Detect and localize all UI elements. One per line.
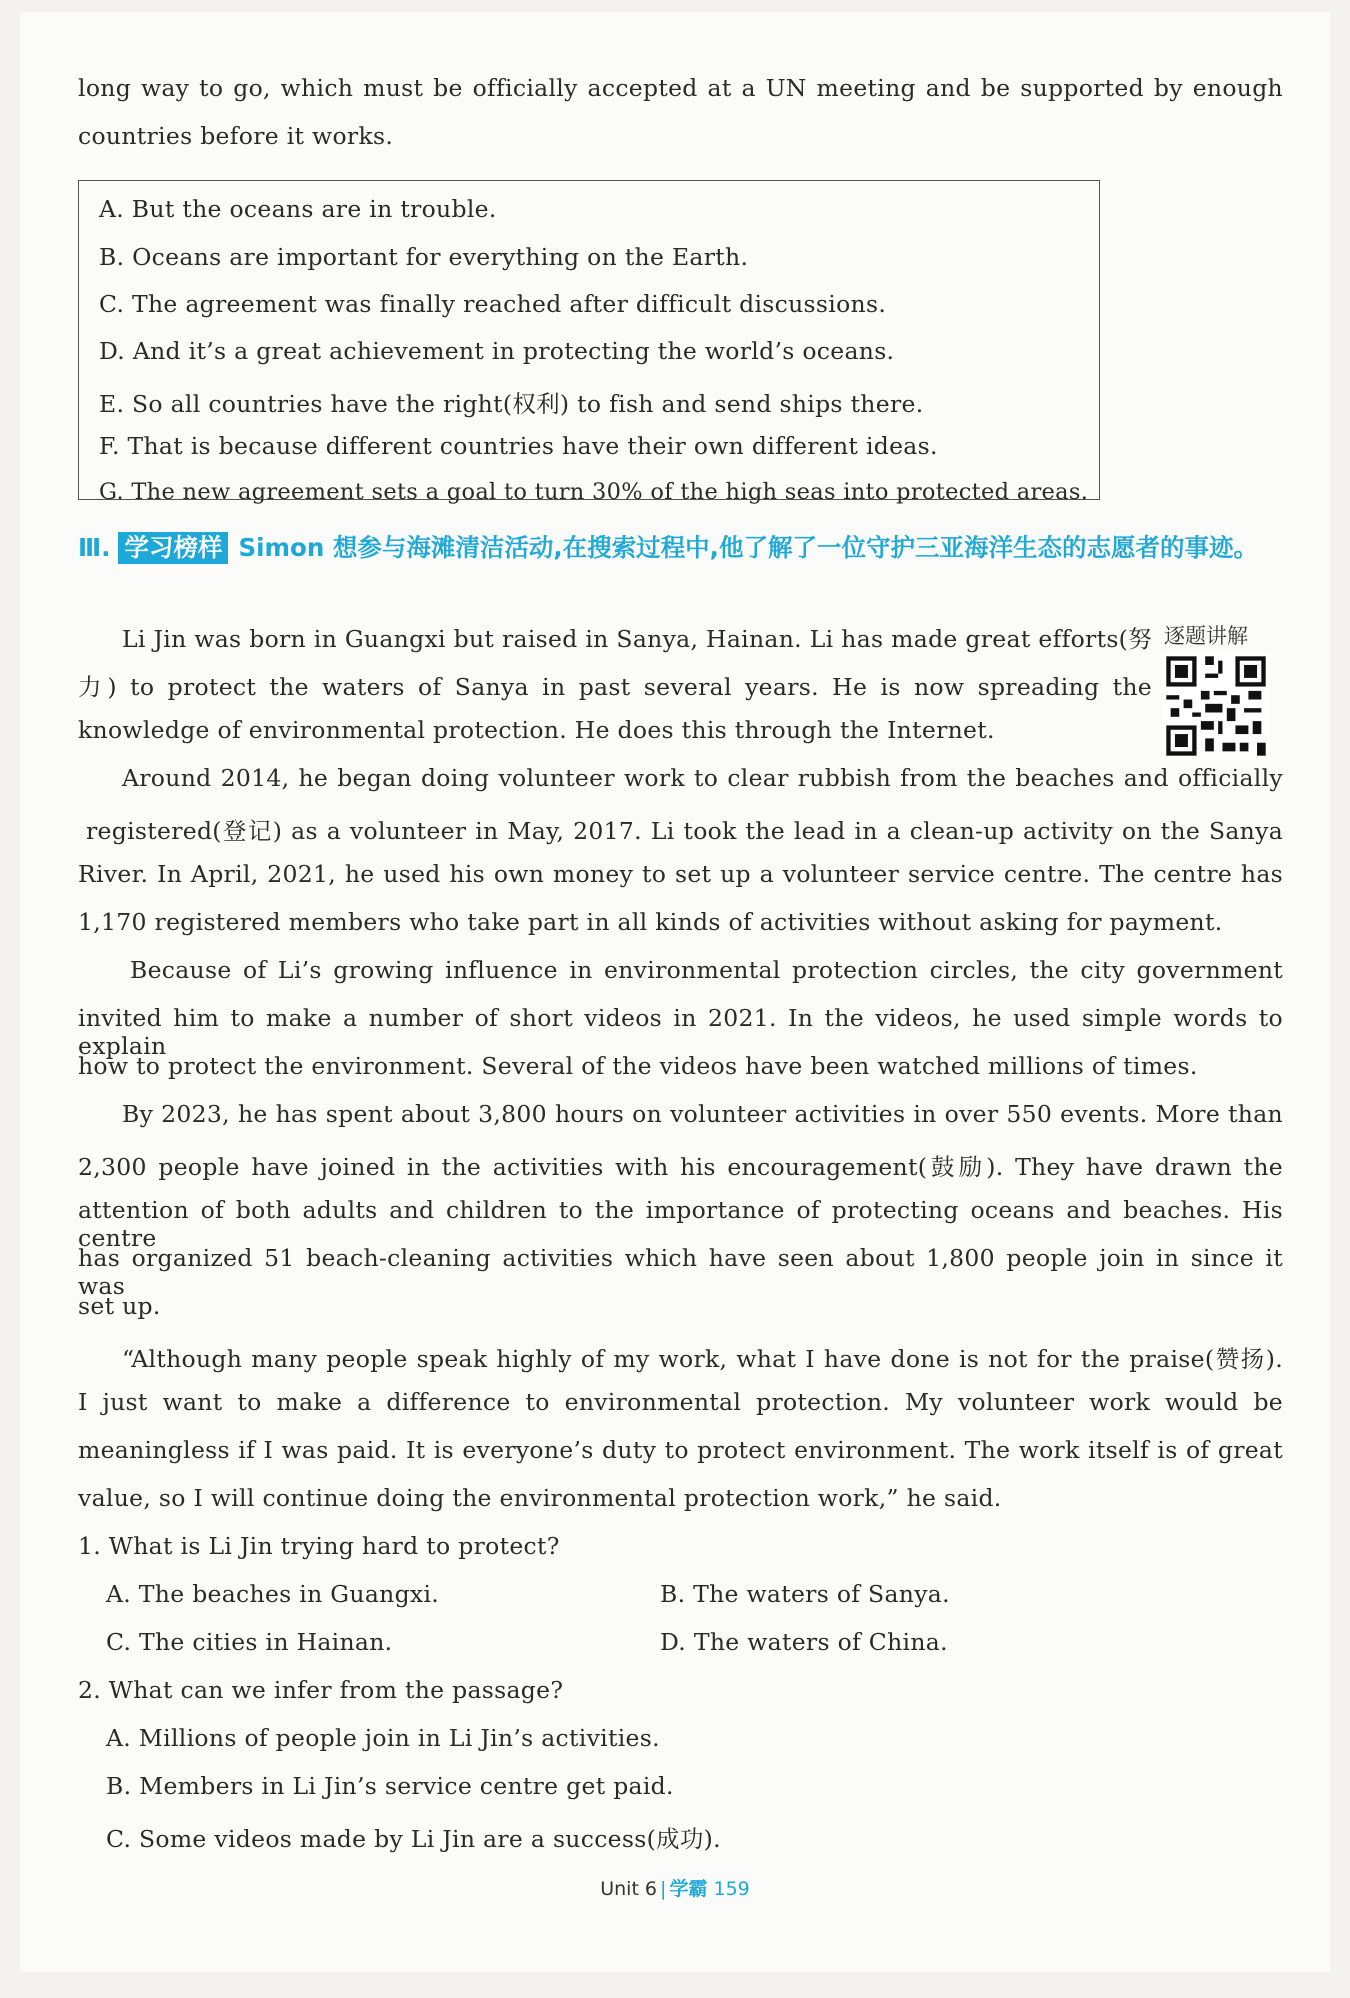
passage-line: Because of Li’s growing influence in environmental protection circles, the city government [130,956,1283,984]
question-stem: 2. What can we infer from the passage? [78,1676,564,1704]
footer-unit: Unit 6 [600,1878,658,1900]
qr-label: 逐题讲解 [1164,624,1248,648]
page-number: 159 [713,1878,750,1900]
passage-line: value, so I will continue doing the environmental protection work,” he said. [78,1484,1002,1512]
choice[interactable]: C. Some videos made by Li Jin are a success(成功). [106,1825,721,1853]
passage-line: 1,170 registered members who take part in all kinds of activities without asking for payment. [78,908,1223,936]
passage-line: Li Jin was born in Guangxi but raised in Sanya, Hainan. Li has made great efforts(努 [122,625,1152,653]
option-b: B. Oceans are important for everything on the Earth. [99,243,749,271]
choice[interactable]: B. Members in Li Jin’s service centre get paid. [106,1772,674,1800]
page-footer: Unit 6 | 学霸 159 [600,1878,750,1900]
workbook-page [20,12,1330,1972]
footer-brand: 学霸 [669,1878,708,1900]
passage-line: knowledge of environmental protection. He does this through the Internet. [78,716,995,744]
option-d: D. And it’s a great achievement in protecting the world’s oceans. [99,337,895,365]
section-heading [78,524,1283,572]
choice[interactable]: D. The waters of China. [660,1628,948,1656]
option-e: E. So all countries have the right(权利) to fish and send ships there. [99,390,924,418]
passage-line: how to protect the environment. Several of the videos have been watched millions of times. [78,1052,1198,1080]
passage-line: invited him to make a number of short videos in 2021. In the videos, he used simple words to explain [78,1004,1283,1060]
option-g: G. The new agreement sets a goal to turn 30% of the high seas into protected areas. [99,479,1089,505]
choice[interactable]: B. The waters of Sanya. [660,1580,950,1608]
section-title: Simon 想参与海滩清洁活动,在搜索过程中,他了解了一位守护三亚海洋生态的志愿者的事迹。 [238,533,1258,562]
choice[interactable]: A. Millions of people join in Li Jin’s activities. [106,1724,660,1752]
passage-line: 力) to protect the waters of Sanya in past several years. He is now spreading the [78,673,1152,701]
option-box [78,180,1100,505]
option-c: C. The agreement was finally reached after difficult discussions. [99,290,887,318]
passage-line: Around 2014, he began doing volunteer work to clear rubbish from the beaches and officially [122,764,1283,792]
option-a: A. But the oceans are in trouble. [99,195,497,223]
qr-code-icon[interactable] [1162,652,1270,760]
question-stem: 1. What is Li Jin trying hard to protect? [78,1532,560,1560]
choice[interactable]: C. The cities in Hainan. [106,1628,393,1656]
intro-line: countries before it works. [78,122,394,150]
passage-line: set up. [78,1292,161,1320]
section-number: Ⅲ. [78,533,111,562]
passage-line: meaningless if I was paid. It is everyone’s duty to protect environment. The work itself is of great [78,1436,1283,1464]
choice[interactable]: A. The beaches in Guangxi. [106,1580,440,1608]
passage-line: registered(登记) as a volunteer in May, 2017. Li took the lead in a clean-up activity on the Sanya [86,817,1283,845]
intro-line: long way to go, which must be officially accepted at a UN meeting and be supported by enough [78,74,1283,102]
passage-line: 2,300 people have joined in the activities with his encouragement(鼓励). They have drawn the [78,1153,1283,1181]
passage-line: has organized 51 beach-cleaning activities which have seen about 1,800 people join in since it was [78,1244,1283,1300]
passage-line: River. In April, 2021, he used his own money to set up a volunteer service centre. The centre has [78,860,1283,888]
section-tag: 学习榜样 [118,532,228,564]
option-f: F. That is because different countries have their own different ideas. [99,432,938,460]
passage-line: By 2023, he has spent about 3,800 hours on volunteer activities in over 550 events. More than [122,1100,1283,1128]
passage-line: I just want to make a difference to environmental protection. My volunteer work would be [78,1388,1283,1416]
passage-line: attention of both adults and children to the importance of protecting oceans and beaches. His centre [78,1196,1283,1252]
passage-line: “Although many people speak highly of my work, what I have done is not for the praise(赞扬). [122,1345,1283,1373]
